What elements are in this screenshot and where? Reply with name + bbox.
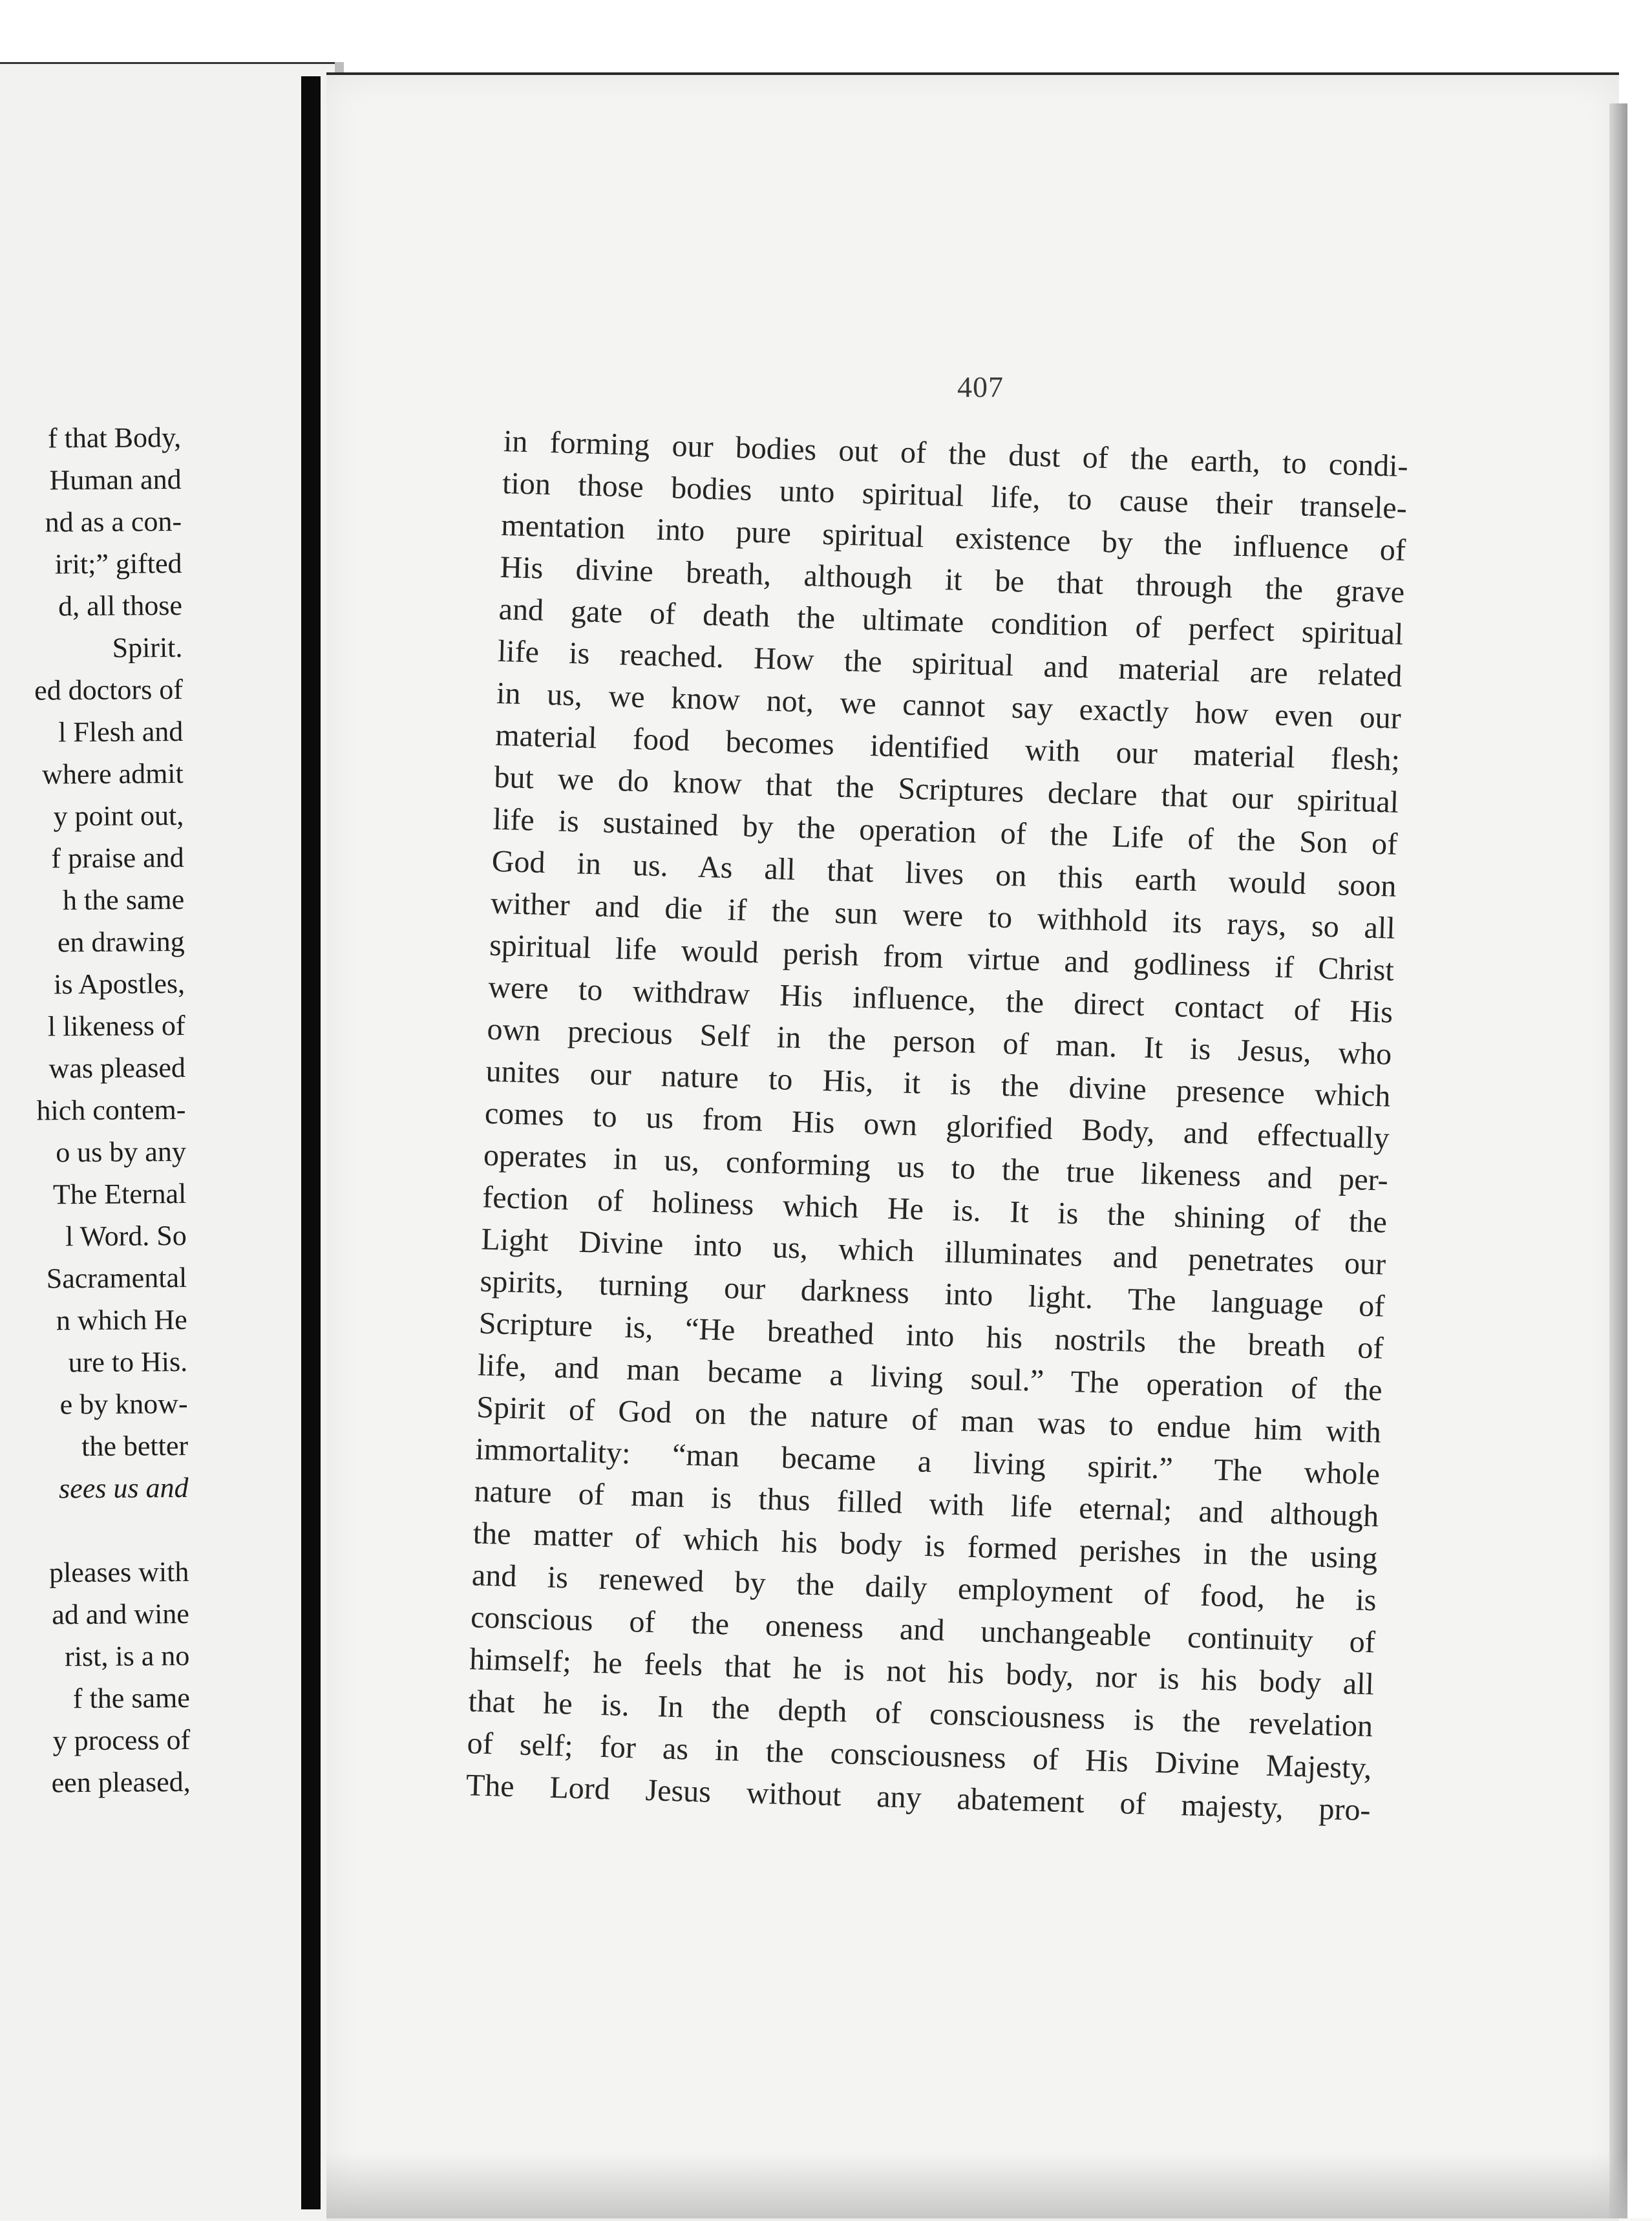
page-number: 407 [957,370,1004,403]
text-line: operates in us, conforming us to the true likeness and per- [483,1138,1389,1198]
left-page-line: ed doctors of [34,673,184,707]
left-page-line: ad and wine [52,1597,190,1631]
left-page-line: en drawing [57,925,185,959]
left-page-line: h the same [62,883,185,917]
text-line: own precious Self in the person of man. It is Jesus, who [486,1012,1392,1072]
text-line: Light Divine into us, which illuminates and penetrates our [480,1222,1386,1282]
left-page-line: rist, is a no [65,1639,190,1673]
text-line: but we do know that the Scriptures declare that our spiritual [493,760,1399,820]
text-line: in forming our bodies out of the dust of the earth, to condi- [503,423,1409,484]
left-page-line [39,1509,189,1552]
text-line: material food becomes identified with our material flesh; [494,717,1401,778]
text-line: in us, we know not, we cannot say exactly how even our [496,675,1402,736]
text-line: wither and die if the sun were to withhold its rays, so all [490,886,1396,946]
text-line: unites our nature to His, it is the divine presence which [485,1054,1392,1114]
left-page-line: ure to His. [68,1345,188,1379]
text-line: life is reached. How the spiritual and material are related [497,633,1403,694]
text-line: and is renewed by the daily employment of food, he is [471,1558,1377,1618]
left-page-line: l Flesh and [58,715,184,749]
left-page-line: hich contem- [36,1093,186,1127]
left-page-line: n which He [56,1303,187,1337]
text-line: The Lord Jesus without any abatement of majesty, pro- [465,1768,1371,1828]
left-page-line: pleases with [49,1555,189,1589]
text-line: spiritual life would perish from virtue and godliness if Christ [489,928,1395,988]
left-page-line: een pleased, [51,1765,191,1799]
text-line: comes to us from His own glorified Body, and effectually [484,1096,1390,1156]
text-line: immortality: “man became a living spirit.” The whole [474,1432,1381,1492]
left-page-line: e by know- [59,1387,188,1421]
text-line: mentation into pure spiritual existence by the influence of [500,507,1406,568]
text-line: Scripture is, “He breathed into his nostrils the breath of [478,1306,1384,1366]
text-line: the matter of which his body is formed perishes in the using [472,1516,1379,1576]
left-page-line: d, all those [58,589,183,622]
text-line: conscious of the oneness and unchangeable continuity of [470,1600,1376,1660]
left-page-line: l Word. So [65,1219,187,1253]
left-page-line: y point out, [53,799,184,833]
text-line: of self; for as in the consciousness of His Divine Majesty, [467,1726,1373,1786]
text-line: His divine breath, although it be that through the grave [499,549,1405,610]
main-text-block [465,420,1408,1831]
left-page-line: l likeness of [47,1009,185,1043]
left-page-line: The Eternal [52,1177,187,1211]
left-page-line: irit;” gifted [54,547,182,580]
left-page-line: y process of [52,1723,191,1757]
text-line: life, and man became a living soul.” The operation of the [477,1348,1383,1408]
left-page-line: sees us and [58,1471,189,1505]
left-page-line: was pleased [48,1051,186,1085]
left-page-line: f that Body, [47,421,182,454]
text-line: Spirit of God on the nature of man was to endue him with [476,1390,1382,1450]
text-line: were to withdraw His influence, the direct contact of His [487,970,1393,1030]
left-page-line: the better [81,1429,189,1463]
left-page-line: where admit [41,757,184,791]
text-line: that he is. In the depth of consciousness is the revelation [467,1684,1373,1744]
left-page-line: is Apostles, [54,967,185,1001]
text-line: himself; he feels that he is not his body, nor is his body all [469,1642,1375,1702]
text-line: spirits, turning our darkness into light. The language of [480,1264,1385,1324]
left-page-line: o us by any [56,1135,187,1169]
left-page [0,62,343,2220]
left-page-line: Spirit. [112,631,183,664]
book-gutter [301,76,321,2209]
text-line: nature of man is thus filled with life eternal; and although [473,1474,1379,1534]
text-line: life is sustained by the operation of the Life of the Son of [492,802,1398,862]
text-line: God in us. As all that lives on this earth would soon [491,844,1397,904]
right-page-edge [1609,103,1627,2218]
left-page-line: f the same [72,1681,191,1715]
left-page-line: Human and [49,463,182,496]
page-bottom-shadow [326,2152,1627,2218]
text-line: tion those bodies unto spiritual life, to cause their transele- [502,465,1408,526]
text-line: and gate of death the ultimate condition of perfect spiritual [498,591,1404,652]
left-page-line: f praise and [51,841,184,875]
left-page-text [32,416,191,1804]
left-page-line: Sacramental [46,1261,187,1295]
text-line: fection of holiness which He is. It is the shining of the [482,1180,1388,1240]
left-page-line: nd as a con- [45,505,182,538]
